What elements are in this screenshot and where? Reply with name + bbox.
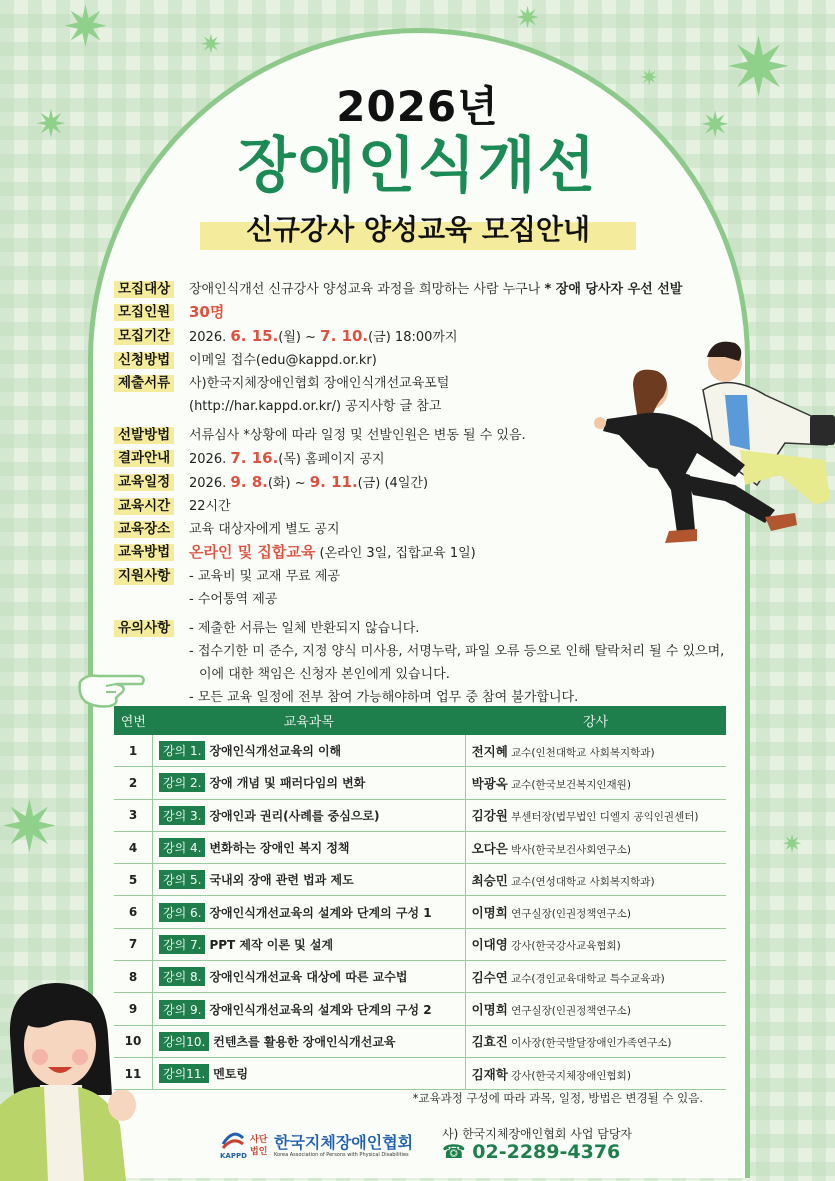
footnote: *교육과정 구성에 따라 과목, 일정, 방법은 변경될 수 있음. (412, 1091, 703, 1105)
title-year: 2026년 (336, 82, 499, 131)
info-select: 선발방법 서류심사 *상황에 따라 일정 및 선발인원은 변동 될 수 있음. (114, 424, 754, 447)
table-row: 8 강의 8. 장애인식개선교육 대상에 따른 교수법 김수연 교수(경인교육대학교 특수교육과) (114, 961, 726, 993)
info-result: 결과안내 2026. 7. 16.(목) 홈페이지 공지 (114, 447, 754, 471)
star-decoration-icon: ✷ (515, 1, 541, 36)
pointing-hand-icon (76, 664, 148, 712)
running-people-illustration (585, 335, 835, 560)
table-row: 2 강의 2. 장애 개념 및 패러다임의 변화 박광옥 교수(한국보건복지인재원) (114, 767, 726, 799)
table-row: 6 강의 6. 장애인식개선교육의 설계와 단계의 구성 1 이명희 연구실장(인권정책연구소) (114, 896, 726, 928)
title-sub: 신규강사 양성교육 모집안내 (200, 210, 636, 250)
org-name: 한국지체장애인협회 (274, 1133, 414, 1152)
title-main: 장애인식개선 (237, 131, 598, 201)
header-course: 교육과목 (153, 706, 466, 735)
info-caution: 유의사항 - 제출한 서류는 일체 반환되지 않습니다. - 접수기한 미 준수, 지정 양식 미사용, 서명누락, 파일 오류 등으로 인해 탈락처리 될 수 있으며, 이에 대한 책임은 신청자 본인에게 있습니다. - 모든 교육 일정에 전부 참여 가능해야하며 업무 중 참여 불가합니다. (114, 617, 754, 709)
schedule-table (114, 706, 726, 1090)
info-docs: 제출서류 사)한국지체장애인협회 장애인식개선교육포털 (http://har.kappd.or.kr/) 공지사항 글 참고 (114, 372, 754, 418)
info-period: 모집기간 2026. 6. 15.(월) ~ 7. 10.(금) 18:00까지 (114, 325, 754, 349)
org-logo: KAPPD 사단 법인 한국지체장애인협회 Korea Association of Persons with Physical Disabilities (220, 1128, 435, 1168)
kappd-logo-icon (220, 1130, 246, 1152)
header-num: 연번 (114, 706, 153, 735)
table-row: 5 강의 5. 국내외 장애 관련 법과 제도 최승민 교수(연성대학교 사회복지학과) (114, 864, 726, 896)
table-row: 7 강의 7. PPT 제작 이론 및 설계 이대영 강사(한국강사교육협회) (114, 928, 726, 960)
star-decoration-icon: ✷ (640, 66, 659, 91)
table-row: 9 강의 9. 장애인식개선교육의 설계와 단계의 구성 2 이명희 연구실장(인권정책연구소) (114, 993, 726, 1025)
star-decoration-icon: ✷ (35, 102, 67, 146)
info-place: 교육장소 교육 대상자에게 별도 공지 (114, 518, 754, 541)
label-target: 모집대상 (114, 281, 174, 298)
info-support: 지원사항 - 교육비 및 교재 무료 제공 - 수어통역 제공 (114, 565, 754, 611)
table-row: 11 강의11. 멘토링 김재학 강사(한국지체장애인협회) (114, 1057, 726, 1089)
table-row: 10 강의10. 컨텐츠를 활용한 장애인식개선교육 김효진 이사장(한국발달장애인가족연구소) (114, 1025, 726, 1057)
org-name-en: Korea Association of Persons with Physical Disabilities (274, 1152, 409, 1158)
info-target: 모집대상 장애인식개선 신규강사 양성교육 과정을 희망하는 사람 누구나 * 장애 당사자 우선 선발 (114, 278, 754, 301)
star-decoration-icon: ✷ (782, 830, 803, 858)
phone-icon: ☎ (442, 1141, 473, 1163)
table-row: 1 강의 1. 장애인식개선교육의 이해 전지혜 교수(인천대학교 사회복지학과) (114, 735, 726, 767)
info-hours: 교육시간 22시간 (114, 495, 754, 518)
star-decoration-icon: ✷ (0, 786, 59, 868)
star-decoration-icon: ✷ (62, 0, 109, 60)
header-lecturer: 강사 (465, 706, 726, 735)
table-row: 3 강의 3. 장애인과 권리(사례를 중심으로) 김강원 부센터장(법무법인 디엘지 공익인권센터) (114, 799, 726, 831)
info-count: 모집인원 30명 (114, 301, 754, 325)
star-decoration-icon: ✷ (700, 105, 731, 146)
star-decoration-icon: ✷ (200, 30, 222, 60)
info-schedule: 교육일정 2026. 9. 8.(화) ~ 9. 11.(금) (4일간) (114, 471, 754, 495)
info-method: 교육방법 온라인 및 집합교육 (온라인 3일, 집합교육 1일) (114, 541, 754, 565)
info-apply: 신청방법 이메일 접수(edu@kappd.or.kr) (114, 349, 754, 372)
table-row: 4 강의 4. 변화하는 장애인 복지 정책 오다은 박사(한국보건사회연구소) (114, 831, 726, 863)
contact-org: 사) 한국지체장애인협회 사업 담당자 (442, 1127, 633, 1141)
contact-phone: ☎ 02-2289-4376 (442, 1141, 621, 1163)
star-decoration-icon: ✷ (725, 21, 793, 114)
